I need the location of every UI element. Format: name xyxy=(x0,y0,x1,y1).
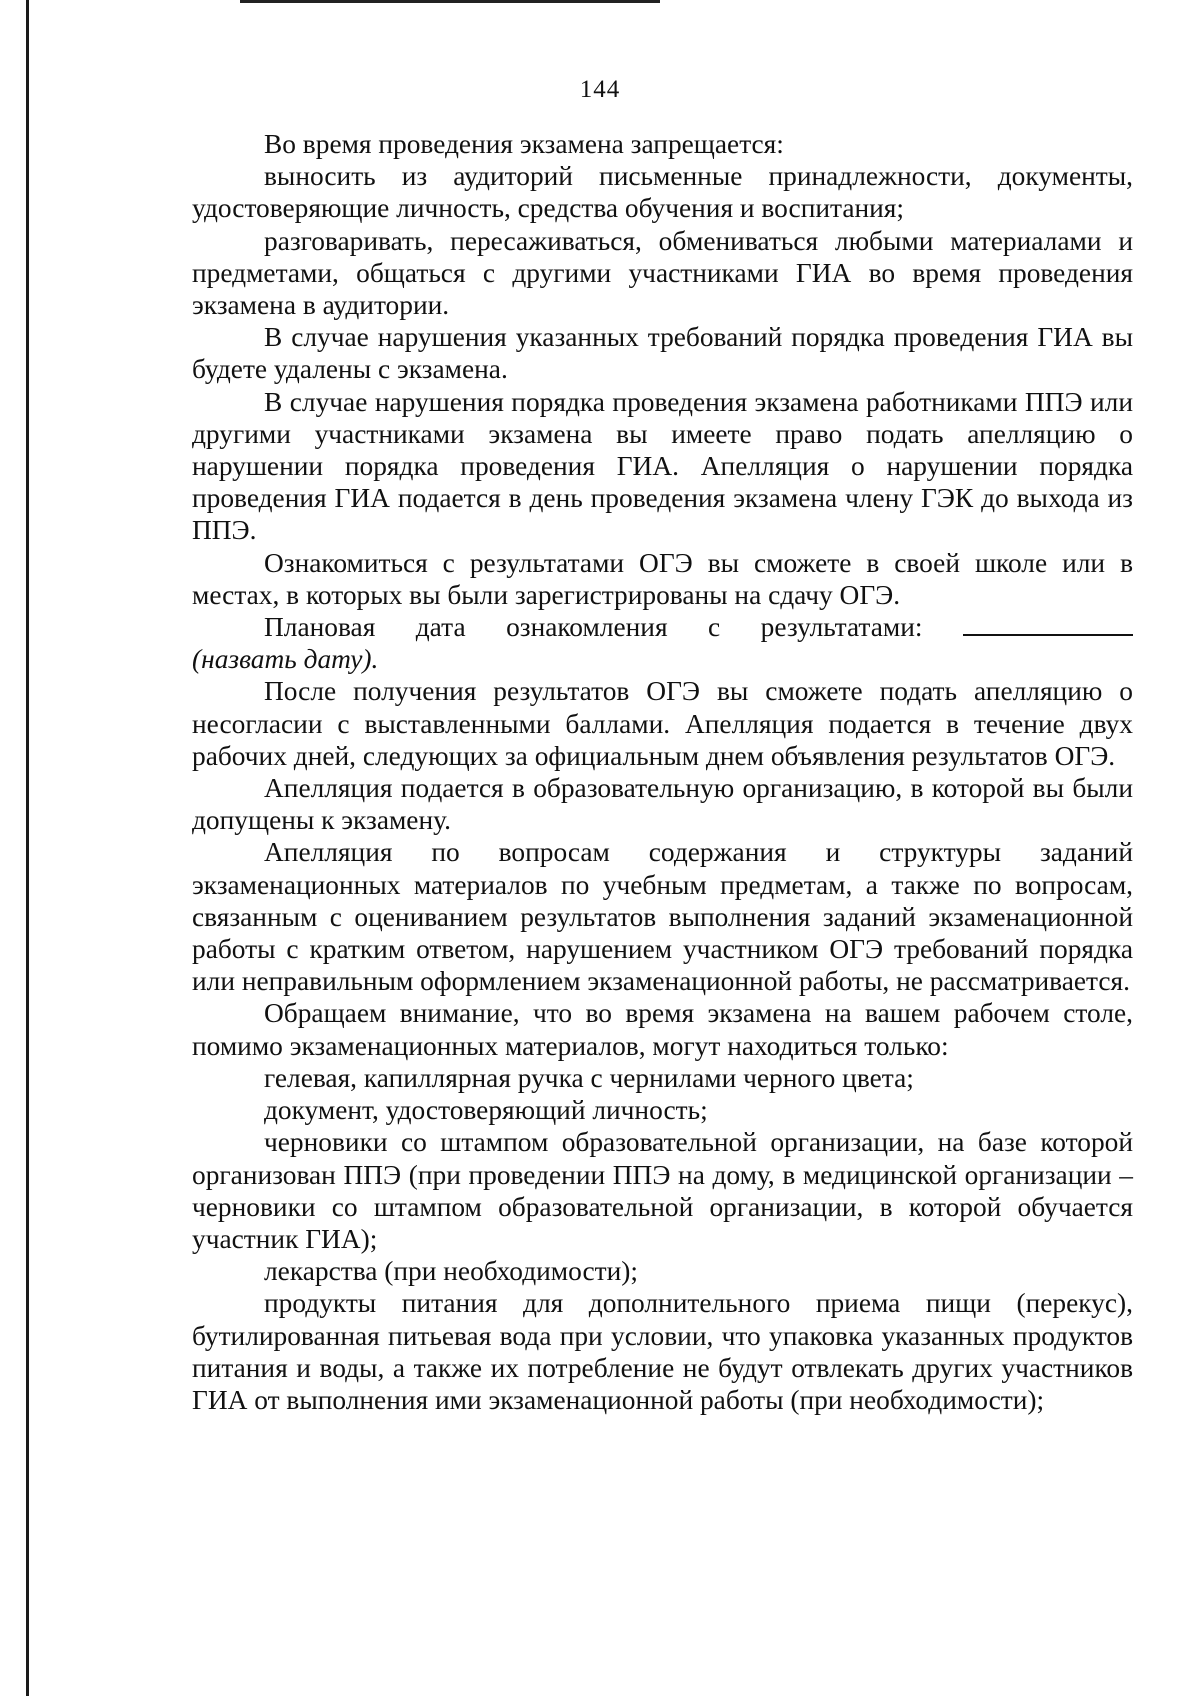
paragraph: разговаривать, пересаживаться, обмениваться любыми материалами и предметами, общаться с другими участниками ГИА во время проведения экзамена в аудитории. xyxy=(192,225,1133,321)
scan-left-edge xyxy=(26,0,29,1696)
paragraph: Апелляция по вопросам содержания и структуры заданий экзаменационных материалов по учебным предметам, а также по вопросам, связанным с оцениванием результатов выполнения заданий экзаменационной работы с кратким ответом, нарушением участником ОГЭ требований порядка или неправильным оформлением экзаменационной работы, не рассматривается. xyxy=(192,837,1133,997)
paragraph: После получения результатов ОГЭ вы сможете подать апелляцию о несогласии с выставленными баллами. Апелляция подается в течение двух рабочих дней, следующих за официальным днем объявления результатов ОГЭ. xyxy=(192,676,1133,771)
list-item: гелевая, капиллярная ручка с чернилами черного цвета; xyxy=(264,1062,914,1093)
date-blank-line xyxy=(963,614,1133,636)
paragraph: Апелляция подается в образовательную организацию, в которой вы были допущены к экзамену. xyxy=(192,773,1133,836)
page-number: 144 xyxy=(579,76,621,103)
paragraph: В случае нарушения порядка проведения экзамена работниками ППЭ или другими участниками экзамена вы имеете право подать апелляцию о нарушении порядка проведения ГИА. Апелляция о нарушении порядка проведения ГИА подается в день проведения экзамена члену ГЭК до выхода из ППЭ. xyxy=(192,386,1133,546)
planned-date-line xyxy=(192,611,1133,643)
list-item: продукты питания для дополнительного приема пищи (перекус), бутилированная питьевая вода при условии, что упаковка указанных продуктов питания и воды, а также их потребление не будут отвлекать других участников ГИА от выполнения ими экзаменационной работы (при необходимости); xyxy=(192,1288,1133,1415)
list-item: лекарства (при необходимости); xyxy=(264,1256,639,1287)
scan-top-edge xyxy=(240,0,660,3)
date-word: с xyxy=(708,612,721,643)
paragraph: В случае нарушения указанных требований порядка проведения ГИА вы будете удалены с экзамена. xyxy=(192,322,1133,385)
paragraph: Во время проведения экзамена запрещается: xyxy=(264,129,784,159)
list-item: документ, удостоверяющий личность; xyxy=(264,1095,708,1126)
document-body xyxy=(192,128,1133,1416)
list-item: черновики со штампом образовательной организации, на базе которой организован ППЭ (при проведении ППЭ на дому, в медицинской организации – черновики со штампом образовательной организации, в которой обучается участник ГИА); xyxy=(192,1127,1133,1254)
date-word: дата xyxy=(415,612,466,643)
date-word: результатами: xyxy=(760,612,923,643)
date-word: Плановая xyxy=(264,612,376,643)
paragraph: Обращаем внимание, что во время экзамена на вашем рабочем столе, помимо экзаменационных материалов, могут находиться только: xyxy=(192,998,1133,1061)
date-note: (назвать дату). xyxy=(192,644,379,675)
paragraph: выносить из аудиторий письменные принадлежности, документы, удостоверяющие личность, средства обучения и воспитания; xyxy=(192,161,1133,224)
paragraph: Ознакомиться с результатами ОГЭ вы сможете в своей школе или в местах, в которых вы были зарегистрированы на сдачу ОГЭ. xyxy=(192,547,1133,610)
date-word: ознакомления xyxy=(506,612,668,643)
